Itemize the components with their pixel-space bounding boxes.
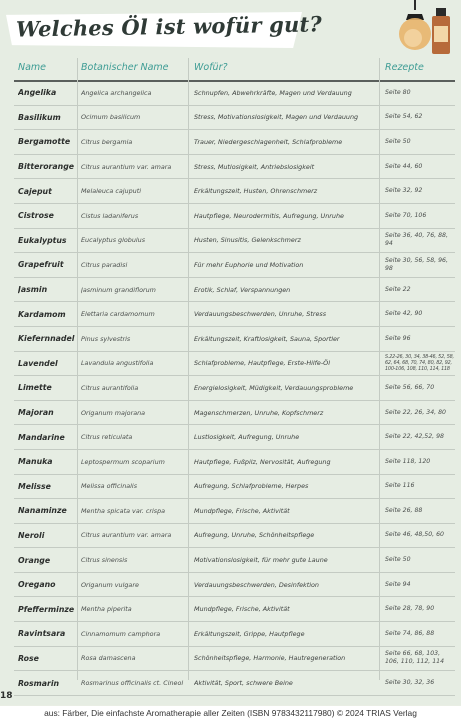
table-row bbox=[14, 401, 455, 426]
oil-name: Jasmin bbox=[18, 285, 48, 295]
table-row bbox=[14, 573, 455, 598]
recipe-pages: S.22-26, 30, 34, 38-46, 52, 58, 62, 64, 68, 70, 74, 80, 82, 92, 100-106, 108, 110, 114, 118 bbox=[385, 354, 454, 373]
oil-name: Limette bbox=[18, 383, 52, 393]
oil-use: Erotik, Schlaf, Verspannungen bbox=[194, 285, 291, 294]
oil-use: Motivationslosigkeit, für mehr gute Laune bbox=[194, 556, 328, 565]
table-row bbox=[14, 647, 455, 672]
table-row bbox=[14, 376, 455, 401]
oil-use: Mundpflege, Frische, Aktivität bbox=[194, 506, 290, 515]
table-row bbox=[14, 450, 455, 475]
oil-use: Aufregung, Unruhe, Schönheitspflege bbox=[194, 531, 315, 540]
table-row bbox=[14, 302, 455, 327]
recipe-pages: Seite 80 bbox=[385, 88, 411, 96]
botanical-name: Mentha spicata var. crispa bbox=[81, 506, 166, 515]
oil-use: Stress, Mutlosigkeit, Antriebslosigkeit bbox=[194, 162, 315, 171]
recipe-pages: Seite 74, 86, 88 bbox=[385, 629, 435, 637]
oil-name: Neroli bbox=[18, 530, 45, 540]
oil-use: Schönheitspflege, Harmonie, Hautregeneration bbox=[194, 654, 346, 663]
botanical-name: Citrus sinensis bbox=[81, 556, 128, 565]
oil-name: Majoran bbox=[18, 408, 54, 418]
table-row bbox=[14, 475, 455, 500]
oil-name: Rose bbox=[18, 653, 39, 663]
recipe-pages: Seite 46, 48,50, 60 bbox=[385, 531, 444, 539]
table-row bbox=[14, 548, 455, 573]
source-footer: aus: Färber, Die einfachste Aromatherapie aller Zeiten (ISBN 9783432117980) © 2024 TRIAS Verlag bbox=[0, 706, 461, 720]
botanical-name: Elettaria cardamomum bbox=[81, 310, 155, 319]
recipe-pages: Seite 32, 92 bbox=[385, 187, 423, 195]
oil-use: Mundpflege, Frische, Aktivität bbox=[194, 605, 290, 614]
botanical-name: Melaleuca cajuputi bbox=[81, 187, 141, 196]
oil-use: Schnupfen, Abwehrkräfte, Magen und Verdauung bbox=[194, 88, 352, 97]
table-row bbox=[14, 425, 455, 450]
recipe-pages: Seite 28, 78, 90 bbox=[385, 605, 435, 613]
recipe-pages: Seite 36, 40, 76, 88, 94 bbox=[385, 232, 448, 248]
oil-use: Erkältungszeit, Husten, Ohrenschmerz bbox=[194, 187, 318, 196]
table-row bbox=[14, 327, 455, 352]
table-row bbox=[14, 155, 455, 180]
table-row bbox=[14, 204, 455, 229]
recipe-pages: Seite 22 bbox=[385, 285, 411, 293]
botanical-name: Citrus bergamia bbox=[81, 137, 133, 146]
oil-use: Hautpflege, Fußpilz, Nervosität, Aufregung bbox=[194, 457, 331, 466]
botanical-name: Rosmarinus officinalis ct. Cineol bbox=[81, 679, 184, 688]
table-row bbox=[14, 597, 455, 622]
oil-name: Eukalyptus bbox=[18, 235, 67, 245]
oil-use: Energielosigkeit, Müdigkeit, Verdauungsprobleme bbox=[194, 383, 354, 392]
oil-use: Stress, Motivationslosigkeit, Magen und Verdauung bbox=[194, 113, 359, 122]
oil-use: Aufregung, Schlafprobleme, Herpes bbox=[194, 482, 309, 491]
botanical-name: Origanum vulgare bbox=[81, 580, 139, 589]
table-row bbox=[14, 278, 455, 303]
table-row bbox=[14, 81, 455, 106]
botanical-name: Eucalyptus globulus bbox=[81, 236, 146, 245]
oil-use: Verdauungsbeschwerden, Desinfektion bbox=[194, 580, 319, 589]
table-row bbox=[14, 524, 455, 549]
oil-name: Mandarine bbox=[18, 432, 65, 442]
recipe-pages: Seite 22, 26, 34, 80 bbox=[385, 408, 446, 416]
oil-name: Kardamom bbox=[18, 309, 66, 319]
botanical-name: Lavandula angustifolia bbox=[81, 359, 154, 368]
botanical-name: Citrus paradisi bbox=[81, 260, 128, 269]
botanical-name: Leptospermum scoparium bbox=[81, 457, 165, 466]
column-header-use: Wofür? bbox=[194, 62, 228, 73]
oil-name: Manuka bbox=[18, 457, 53, 467]
recipe-pages: Seite 70, 106 bbox=[385, 211, 427, 219]
table-row bbox=[14, 253, 455, 278]
botanical-name: Mentha piperita bbox=[81, 605, 132, 614]
botanical-name: Cinnamomum camphora bbox=[81, 629, 161, 638]
oil-use: Für mehr Euphorie und Motivation bbox=[194, 260, 304, 269]
botanical-name: Jasminum grandiflorum bbox=[81, 285, 156, 294]
column-header-name: Name bbox=[18, 62, 47, 73]
table-row bbox=[14, 671, 455, 696]
page-title: Welches Öl ist wofür gut? bbox=[15, 11, 323, 42]
oil-use: Hautpflege, Neurodermitis, Aufregung, Unruhe bbox=[194, 211, 344, 220]
recipe-pages: Seite 30, 32, 36 bbox=[385, 679, 435, 687]
recipe-pages: Seite 30, 56, 58, 96, 98 bbox=[385, 256, 448, 272]
recipe-pages: Seite 56, 66, 70 bbox=[385, 383, 435, 391]
table-header bbox=[0, 62, 461, 80]
oil-name: Orange bbox=[18, 555, 51, 565]
oil-name: Basilikum bbox=[18, 112, 61, 122]
oil-use: Aktivität, Sport, schwere Beine bbox=[194, 679, 293, 688]
recipe-pages: Seite 116 bbox=[385, 482, 415, 490]
oil-use: Verdauungsbeschwerden, Unruhe, Stress bbox=[194, 310, 327, 319]
botanical-name: Ocimum basilicum bbox=[81, 113, 141, 122]
oil-use: Erkältungszeit, Grippe, Hautpflege bbox=[194, 629, 305, 638]
oil-name: Oregano bbox=[18, 580, 56, 590]
oil-name: Bitterorange bbox=[18, 162, 75, 172]
recipe-pages: Seite 54, 62 bbox=[385, 113, 423, 121]
recipe-pages: Seite 96 bbox=[385, 334, 411, 342]
oil-use: Schlafprobleme, Hautpflege, Erste-Hilfe-Öl bbox=[194, 359, 330, 368]
recipe-pages: Seite 26, 88 bbox=[385, 506, 423, 514]
oil-name: Angelika bbox=[18, 88, 57, 98]
table-row bbox=[14, 106, 455, 131]
oil-table bbox=[14, 81, 455, 696]
oil-name: Lavendel bbox=[18, 358, 58, 368]
botanical-name: Angelica archangelica bbox=[81, 88, 152, 97]
recipe-pages: Seite 118, 120 bbox=[385, 457, 431, 465]
recipe-pages: Seite 42, 90 bbox=[385, 310, 423, 318]
recipe-pages: Seite 44, 60 bbox=[385, 162, 423, 170]
oil-name: Bergamotte bbox=[18, 137, 71, 147]
oil-name: Cajeput bbox=[18, 186, 52, 196]
oil-name: Pfefferminze bbox=[18, 604, 75, 614]
recipe-pages: Seite 50 bbox=[385, 137, 411, 145]
botanical-name: Citrus aurantium var. amara bbox=[81, 531, 172, 540]
recipe-pages: Seite 94 bbox=[385, 580, 411, 588]
oil-use: Lustlosigkeit, Aufregung, Unruhe bbox=[194, 433, 300, 442]
recipe-pages: Seite 66, 68, 103, 106, 110, 112, 114 bbox=[385, 650, 445, 666]
recipe-pages: Seite 22, 42,52, 98 bbox=[385, 433, 444, 441]
oil-bottles-illustration bbox=[396, 0, 461, 58]
oil-name: Kiefernnadel bbox=[18, 334, 75, 344]
column-header-botanical: Botanischer Name bbox=[81, 62, 169, 73]
oil-name: Melisse bbox=[18, 481, 51, 491]
oil-name: Ravintsara bbox=[18, 629, 66, 639]
table-row bbox=[14, 499, 455, 524]
oil-use: Magenschmerzen, Unruhe, Kopfschmerz bbox=[194, 408, 324, 417]
page-number: 18 bbox=[0, 691, 13, 701]
table-row bbox=[14, 130, 455, 155]
table-row bbox=[14, 229, 455, 254]
oil-name: Rosmarin bbox=[18, 678, 60, 688]
table-row bbox=[14, 622, 455, 647]
botanical-name: Citrus aurantium var. amara bbox=[81, 162, 172, 171]
botanical-name: Pinus sylvestris bbox=[81, 334, 131, 343]
botanical-name: Rosa damascena bbox=[81, 654, 136, 663]
botanical-name: Origanum majorana bbox=[81, 408, 146, 417]
oil-name: Grapefruit bbox=[18, 260, 64, 270]
oil-name: Nanaminze bbox=[18, 506, 67, 516]
oil-use: Trauer, Niedergeschlagenheit, Schlafprobleme bbox=[194, 137, 343, 146]
botanical-name: Cistus ladaniferus bbox=[81, 211, 139, 220]
oil-name: Cistrose bbox=[18, 211, 54, 221]
oil-use: Erkältungszeit, Kraftlosigkeit, Sauna, Sportler bbox=[194, 334, 340, 343]
column-header-recipes: Rezepte bbox=[385, 62, 424, 73]
table-row bbox=[14, 179, 455, 204]
botanical-name: Citrus reticulata bbox=[81, 433, 133, 442]
botanical-name: Citrus aurantifolia bbox=[81, 383, 139, 392]
oil-use: Husten, Sinusitis, Gelenkschmerz bbox=[194, 236, 301, 245]
recipe-pages: Seite 50 bbox=[385, 556, 411, 564]
table-row bbox=[14, 352, 455, 377]
botanical-name: Melissa officinalis bbox=[81, 482, 138, 491]
